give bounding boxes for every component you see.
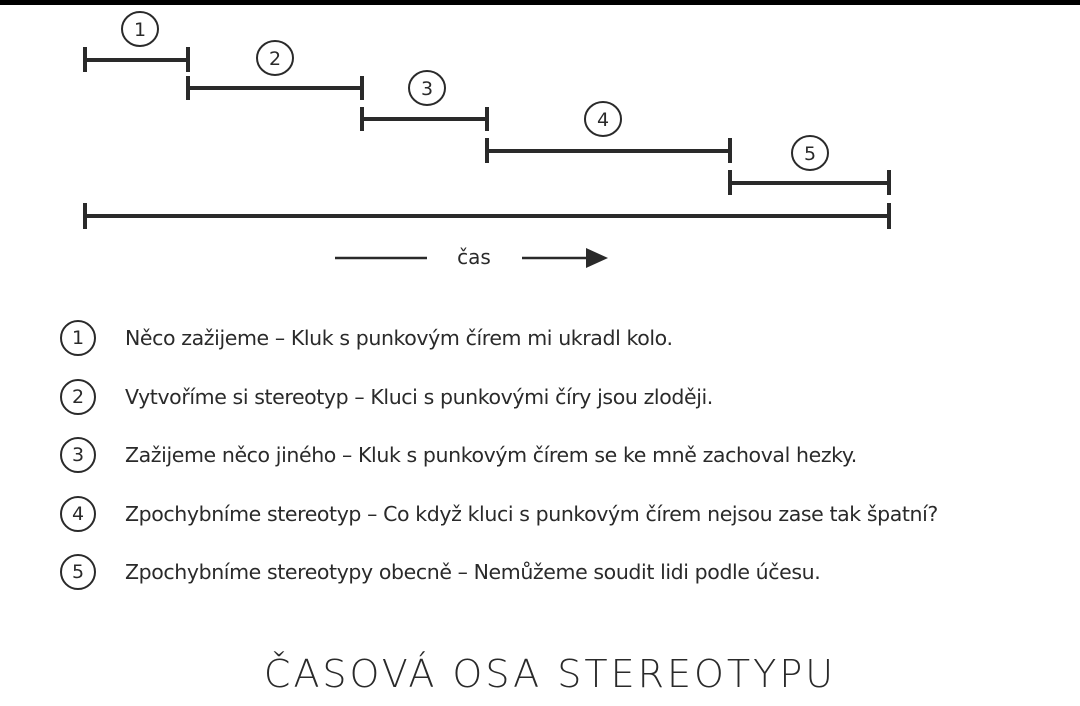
timeline-segment-5 xyxy=(730,136,889,195)
step-number: 5 xyxy=(803,143,817,165)
timeline-segment-1 xyxy=(85,12,188,72)
legend-item xyxy=(60,377,1070,417)
time-arrow xyxy=(335,245,608,269)
legend-number: 3 xyxy=(60,437,96,473)
legend-text: Něco zažijeme – Kluk s punkovým čírem mi ukradl kolo. xyxy=(125,326,673,350)
legend-text: Zpochybníme stereotyp – Co když kluci s punkovým čírem nejsou zase tak špatní? xyxy=(125,501,938,526)
time-label: čas xyxy=(457,245,491,269)
legend-number: 1 xyxy=(60,320,96,356)
legend-item xyxy=(60,552,1070,592)
legend-item xyxy=(60,318,1070,358)
step-number: 1 xyxy=(133,19,147,41)
step-number: 2 xyxy=(268,48,282,70)
full-timeline xyxy=(85,203,889,229)
legend-item xyxy=(60,435,1070,475)
diagram-title: ČASOVÁ OSA STEREOTYPU xyxy=(263,652,837,696)
legend-text: Zažijeme něco jiného – Kluk s punkovým čírem se ke mně zachoval hezky. xyxy=(125,443,857,468)
legend-number: 5 xyxy=(60,554,96,590)
arrowhead-icon xyxy=(586,248,608,268)
legend-item xyxy=(60,494,1070,534)
legend-number: 4 xyxy=(60,496,96,532)
legend xyxy=(60,318,1070,611)
legend-text: Zpochybníme stereotypy obecně – Nemůžeme soudit lidi podle účesu. xyxy=(125,560,821,585)
timeline-segment-4 xyxy=(487,102,730,163)
timeline-segment-2 xyxy=(188,41,362,100)
step-number: 4 xyxy=(596,109,610,131)
legend-text: Vytvoříme si stereotyp – Kluci s punkovými číry jsou zloději. xyxy=(125,384,713,409)
timeline-segment-3 xyxy=(362,71,487,131)
timeline-diagram xyxy=(0,0,1080,300)
legend-number: 2 xyxy=(60,379,96,415)
step-number: 3 xyxy=(420,78,434,100)
